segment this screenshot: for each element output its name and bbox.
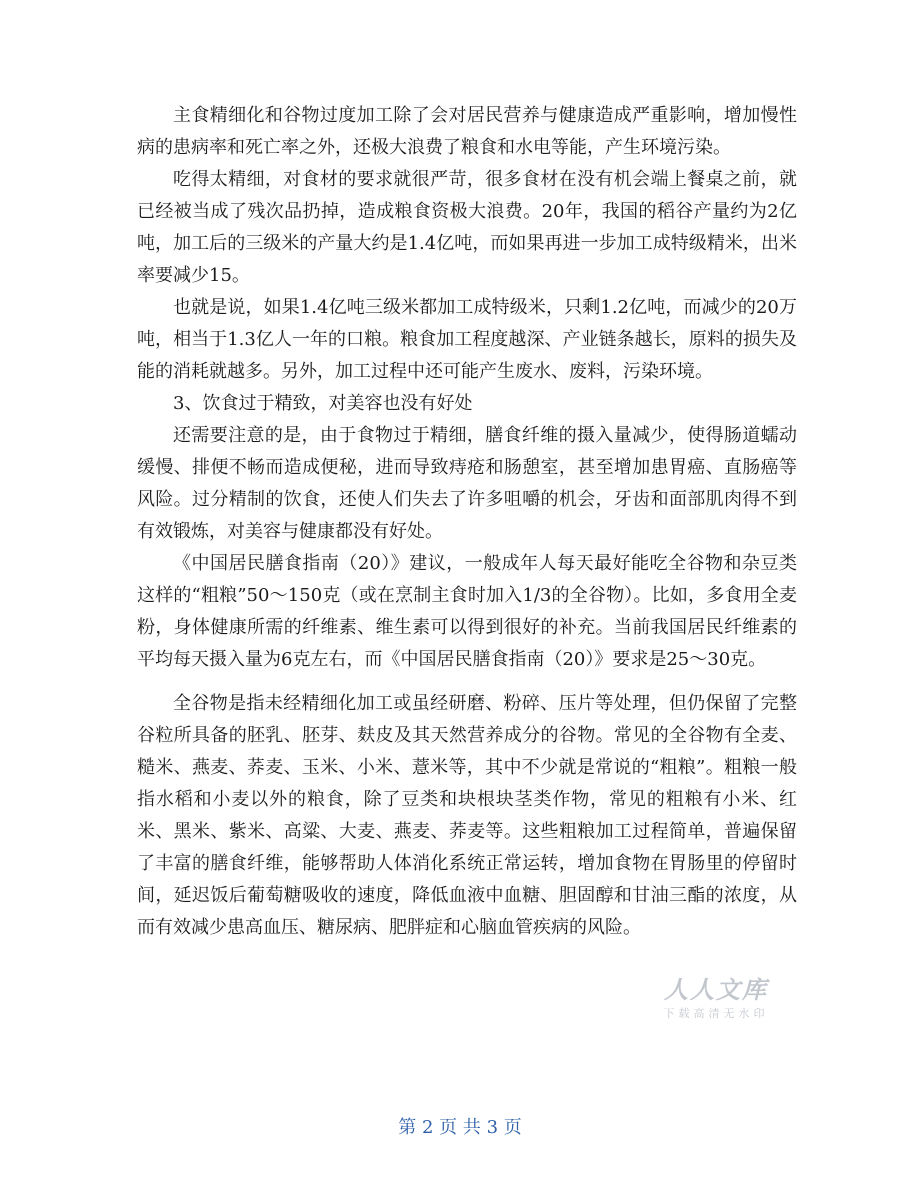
paragraph-6: 全谷物是指未经精细化加工或虽经研磨、粉碎、压片等处理，但仍保留了完整谷粒所具备的胚乳、胚芽、麸皮及其天然营养成分的谷物。常见的全谷物有全麦、糙米、燕麦、荞麦、玉米、小米、薏米等，其中不少就是常说的“粗粮”。粗粮一般指水稻和小麦以外的粮食，除了豆类和块根块茎类作物，常见的粗粮有小米、红米、黑米、紫米、高粱、大麦、燕麦、荞麦等。这些粗粮加工过程简单，普遍保留了丰富的膳食纤维，能够帮助人体消化系统正常运转，增加食物在胃肠里的停留时间，延迟饭后葡萄糖吸收的速度，降低血液中血糖、胆固醇和甘油三酯的浓度，从而有效减少患高血压、糖尿病、肥胖症和心脑血管疾病的风险。: [137, 693, 797, 938]
document-body: [137, 100, 797, 944]
watermark-logo: [646, 970, 786, 1021]
paragraph-1: 主食精细化和谷物过度加工除了会对居民营养与健康造成严重影响，增加慢性病的患病率和死亡率之外，还极大浪费了粮食和水电等能，产生环境污染。: [137, 105, 797, 158]
paragraph-4: 还需要注意的是，由于食物过于精细，膳食纤维的摄入量减少，使得肠道蠕动缓慢、排便不畅而造成便秘，进而导致痔疮和肠憩室，甚至增加患胃癌、直肠癌等风险。过分精制的饮食，还使人们失去了许多咀嚼的机会，牙齿和面部肌肉得不到有效锻炼，对美容与健康都没有好处。: [137, 425, 797, 542]
watermark-subtitle: 下载高清无水印: [663, 1007, 769, 1020]
paragraph-5: 《中国居民膳食指南（20）》建议，一般成年人每天最好能吃全谷物和杂豆类这样的“粗粮”50～150克（或在烹制主食时加入1/3的全谷物）。比如，多食用全麦粉，身体健康所需的纤维素、维生素可以得到很好的补充。当前我国居民纤维素的平均每天摄入量为6克左右，而《中国居民膳食指南（20）》要求是25～30克。: [137, 553, 797, 670]
page-number-footer: 第 2 页 共 3 页: [398, 1117, 522, 1138]
paragraph-3: 也就是说，如果1.4亿吨三级米都加工成特级米，只剩1.2亿吨，而减少的20万吨，相当于1.3亿人一年的口粮。粮食加工程度越深、产业链条越长，原料的损失及能的消耗就越多。另外，加工过程中还可能产生废水、废料，污染环境。: [137, 297, 797, 382]
section-heading: 3、饮食过于精致，对美容也没有好处: [173, 393, 473, 414]
watermark-title: 人人文库: [664, 976, 768, 1004]
paragraph-2: 吃得太精细，对食材的要求就很严苛，很多食材在没有机会端上餐桌之前，就已经被当成了残次品扔掉，造成粮食资极大浪费。20年，我国的稻谷产量约为2亿吨，加工后的三级米的产量大约是1.4亿吨，而如果再进一步加工成特级精米，出米率要减少15。: [137, 169, 797, 286]
